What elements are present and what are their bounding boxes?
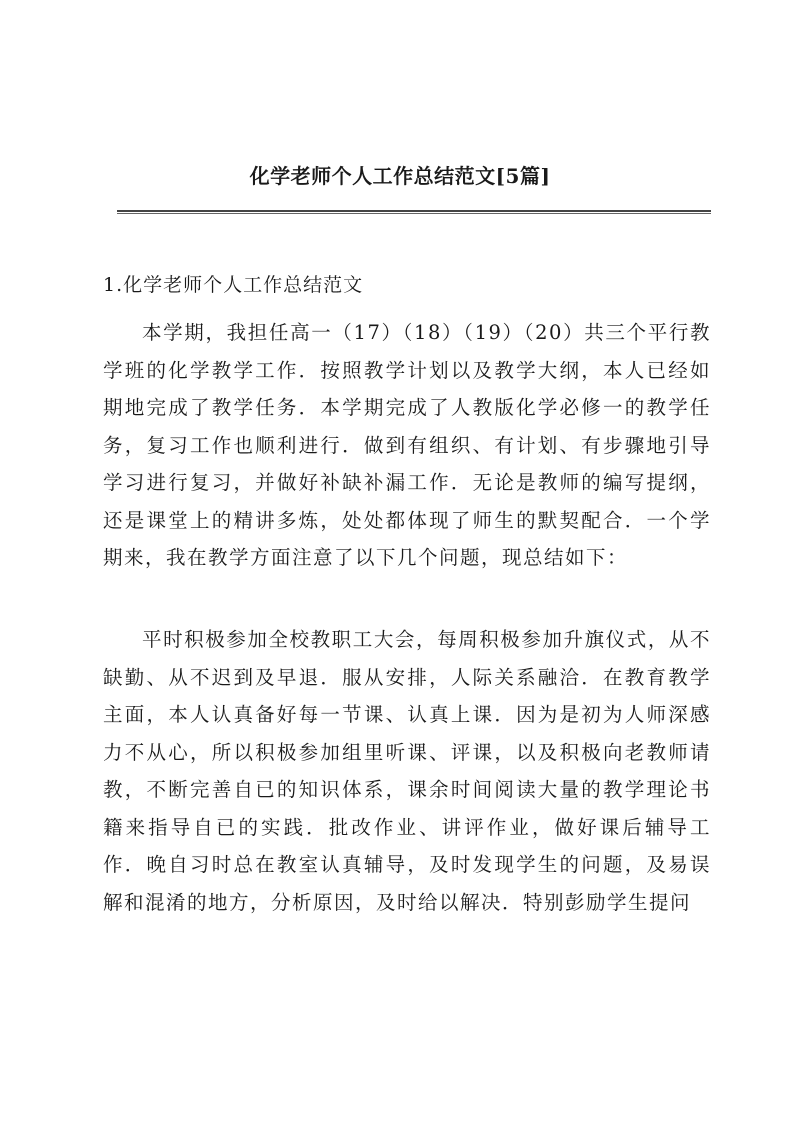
document-title: 化学老师个人工作总结范文[5篇] [249, 164, 551, 188]
section-heading: 1.化学老师个人工作总结范文 [103, 274, 364, 296]
title-divider [117, 210, 711, 214]
paragraph-2: 平时积极参加全校教职工大会，每周积极参加升旗仪式，从不缺勤、从不迟到及早退．服从安排，人际关系融洽．在教育教学主面，本人认真备好每一节课、认真上课．因为是初为人师深感力不从心，所以积极参加组里听课、评课，以及积极向老教师请教，不断完善自已的知识体系，课余时间阅读大量的教学理论书籍来指导自已的实践．批改作业、讲评作业，做好课后辅导工作．晚自习时总在教室认真辅导，及时发现学生的问题，及易误解和混淆的地方，分析原因，及时给以解决．特别彭励学生提问 [103, 628, 711, 914]
paragraph-1: 本学期，我担任高一（17）（18）（19）（20）共三个平行教学班的化学教学工作．按照教学计划以及教学大纲，本人已经如期地完成了教学任务．本学期完成了人教版化学必修一的教学任务，复习工作也顺利进行．做到有组织、有计划、有步骤地引导学习进行复习，并做好补缺补漏工作．无论是教师的编写提纲，还是课堂上的精讲多炼，处处都体现了师生的默契配合．一个学期来，我在教学方面注意了以下几个问题，现总结如下： [103, 321, 711, 569]
